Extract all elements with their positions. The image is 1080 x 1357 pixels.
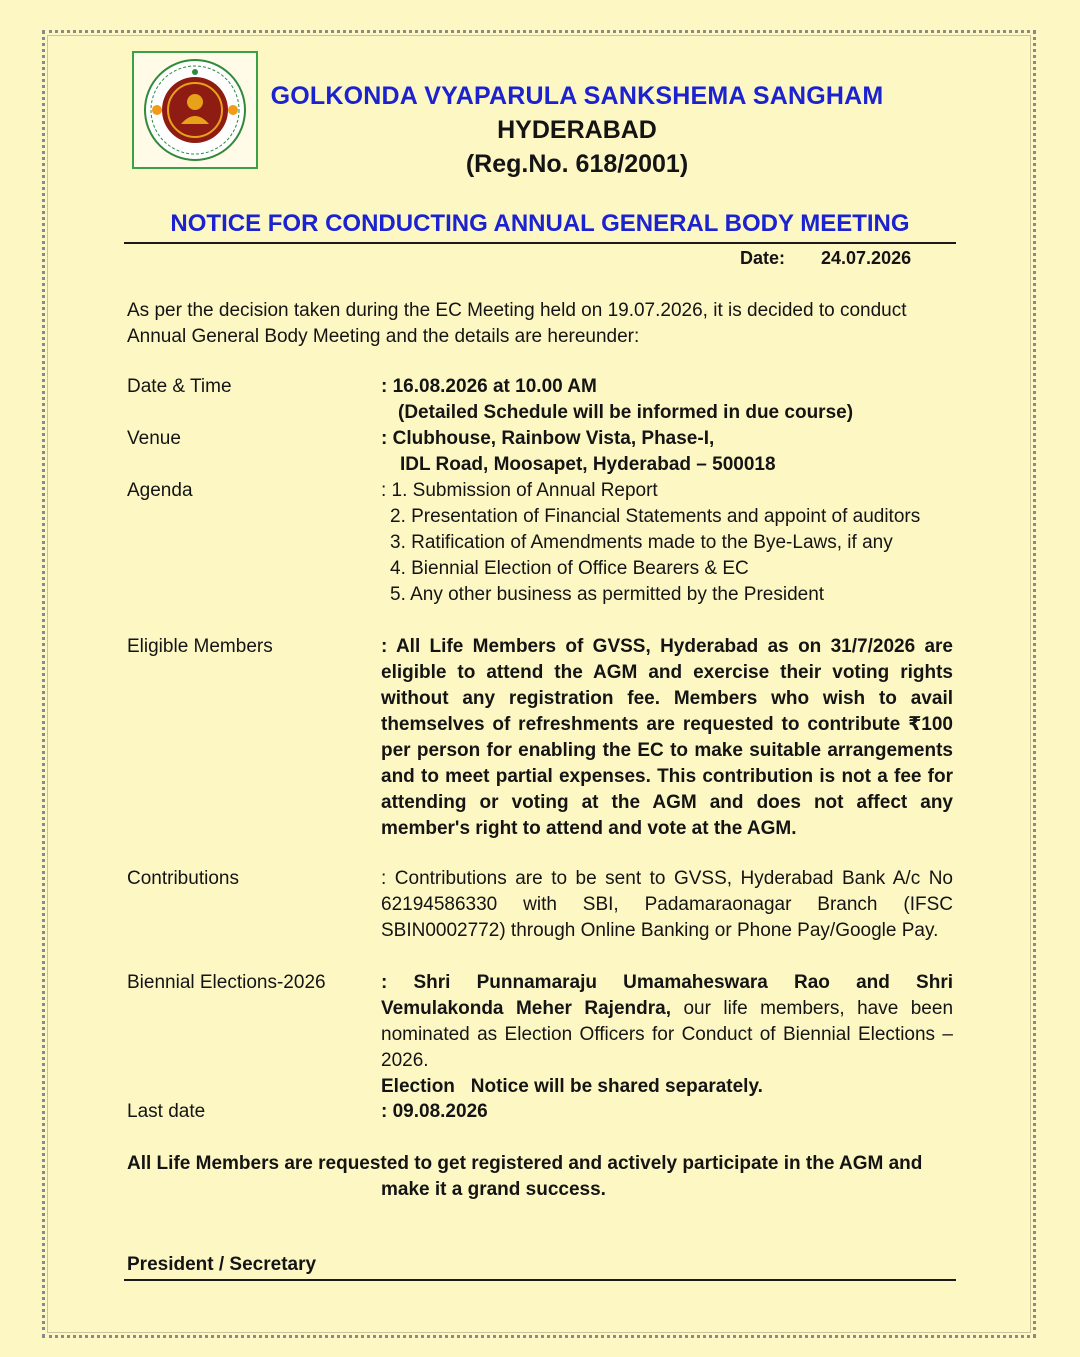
closing-line: All Life Members are requested to get registered and actively participate in the AGM and [127, 1153, 923, 1174]
date-time-value [381, 374, 953, 426]
elections-label: Biennial Elections-2026 [127, 972, 326, 993]
agenda-list [381, 478, 953, 608]
agenda-item: : 1. Submission of Annual Report [381, 480, 658, 501]
last-date-value: : 09.08.2026 [381, 1101, 488, 1122]
org-name: GOLKONDA VYAPARULA SANKSHEMA SANGHAM [270, 82, 884, 110]
venue-address: IDL Road, Moosapet, Hyderabad – 500018 [400, 454, 776, 475]
notice-title: NOTICE FOR CONDUCTING ANNUAL GENERAL BODY MEETING [170, 210, 910, 237]
agenda-label: Agenda [127, 480, 193, 501]
elections-paragraph [381, 970, 953, 1074]
last-date-label: Last date [127, 1101, 206, 1122]
venue-line: : Clubhouse, Rainbow Vista, Phase-I, [381, 428, 715, 449]
agenda-item: 4. Biennial Election of Office Bearers & EC [390, 558, 749, 579]
date-value: 24.07.2026 [821, 248, 912, 268]
notice-date [740, 248, 911, 269]
contributions-label: Contributions [127, 868, 239, 889]
election-notice: Election Notice will be shared separately. [381, 1076, 763, 1097]
elections-text [381, 970, 953, 1100]
date-label: Date: [740, 248, 786, 268]
venue-label: Venue [127, 428, 181, 449]
eligible-members-text: : All Life Members of GVSS, Hyderabad as on 31/7/2026 are eligible to attend the AGM and exercise their voting rights without any registration fee. Members who wish to avail themselves of refreshments are requested to contribute ₹100 per person for enabling the EC to make suitable arrangements and to meet partial expenses. This contribution is not a fee for attending or voting at the AGM and does not affect any member's right to attend and vote at the AGM. [381, 636, 953, 839]
date-time-label: Date & Time [127, 376, 232, 397]
agenda-item: 5. Any other business as permitted by the President [390, 584, 825, 605]
closing-message [127, 1151, 957, 1203]
election-officers-names: : Shri Punnamaraju Umamaheswara Rao and Shri Vemulakonda Meher Rajendra, [381, 972, 953, 1019]
city-name: HYDERABAD [497, 116, 657, 144]
footer-divider [124, 1279, 956, 1281]
eligible-members-label: Eligible Members [127, 636, 273, 657]
contributions-text: : Contributions are to be sent to GVSS, Hyderabad Bank A/c No 62194586330 with SBI, Padamaraonagar Branch (IFSC SBIN0002772) through Online Banking or Phone Pay/Google Pay. [381, 868, 953, 941]
intro-paragraph: As per the decision taken during the EC Meeting held on 19.07.2026, it is decided to conduct Annual General Body Meeting and the details are hereunder: [127, 300, 907, 347]
closing-line: make it a grand success. [381, 1179, 606, 1200]
date-time-line: : 16.08.2026 at 10.00 AM [381, 376, 597, 397]
election-officers-text: our life members, have been nominated as Election Officers for Conduct of Biennial Elections –2026. [381, 998, 954, 1071]
agenda-item: 2. Presentation of Financial Statements and appoint of auditors [390, 506, 921, 527]
signature: President / Secretary [127, 1254, 317, 1275]
venue-value [381, 426, 953, 478]
schedule-note: (Detailed Schedule will be informed in due course) [398, 402, 854, 423]
agenda-item: 3. Ratification of Amendments made to the Bye-Laws, if any [390, 532, 893, 553]
registration-number: (Reg.No. 618/2001) [465, 150, 689, 178]
title-divider [124, 242, 956, 244]
